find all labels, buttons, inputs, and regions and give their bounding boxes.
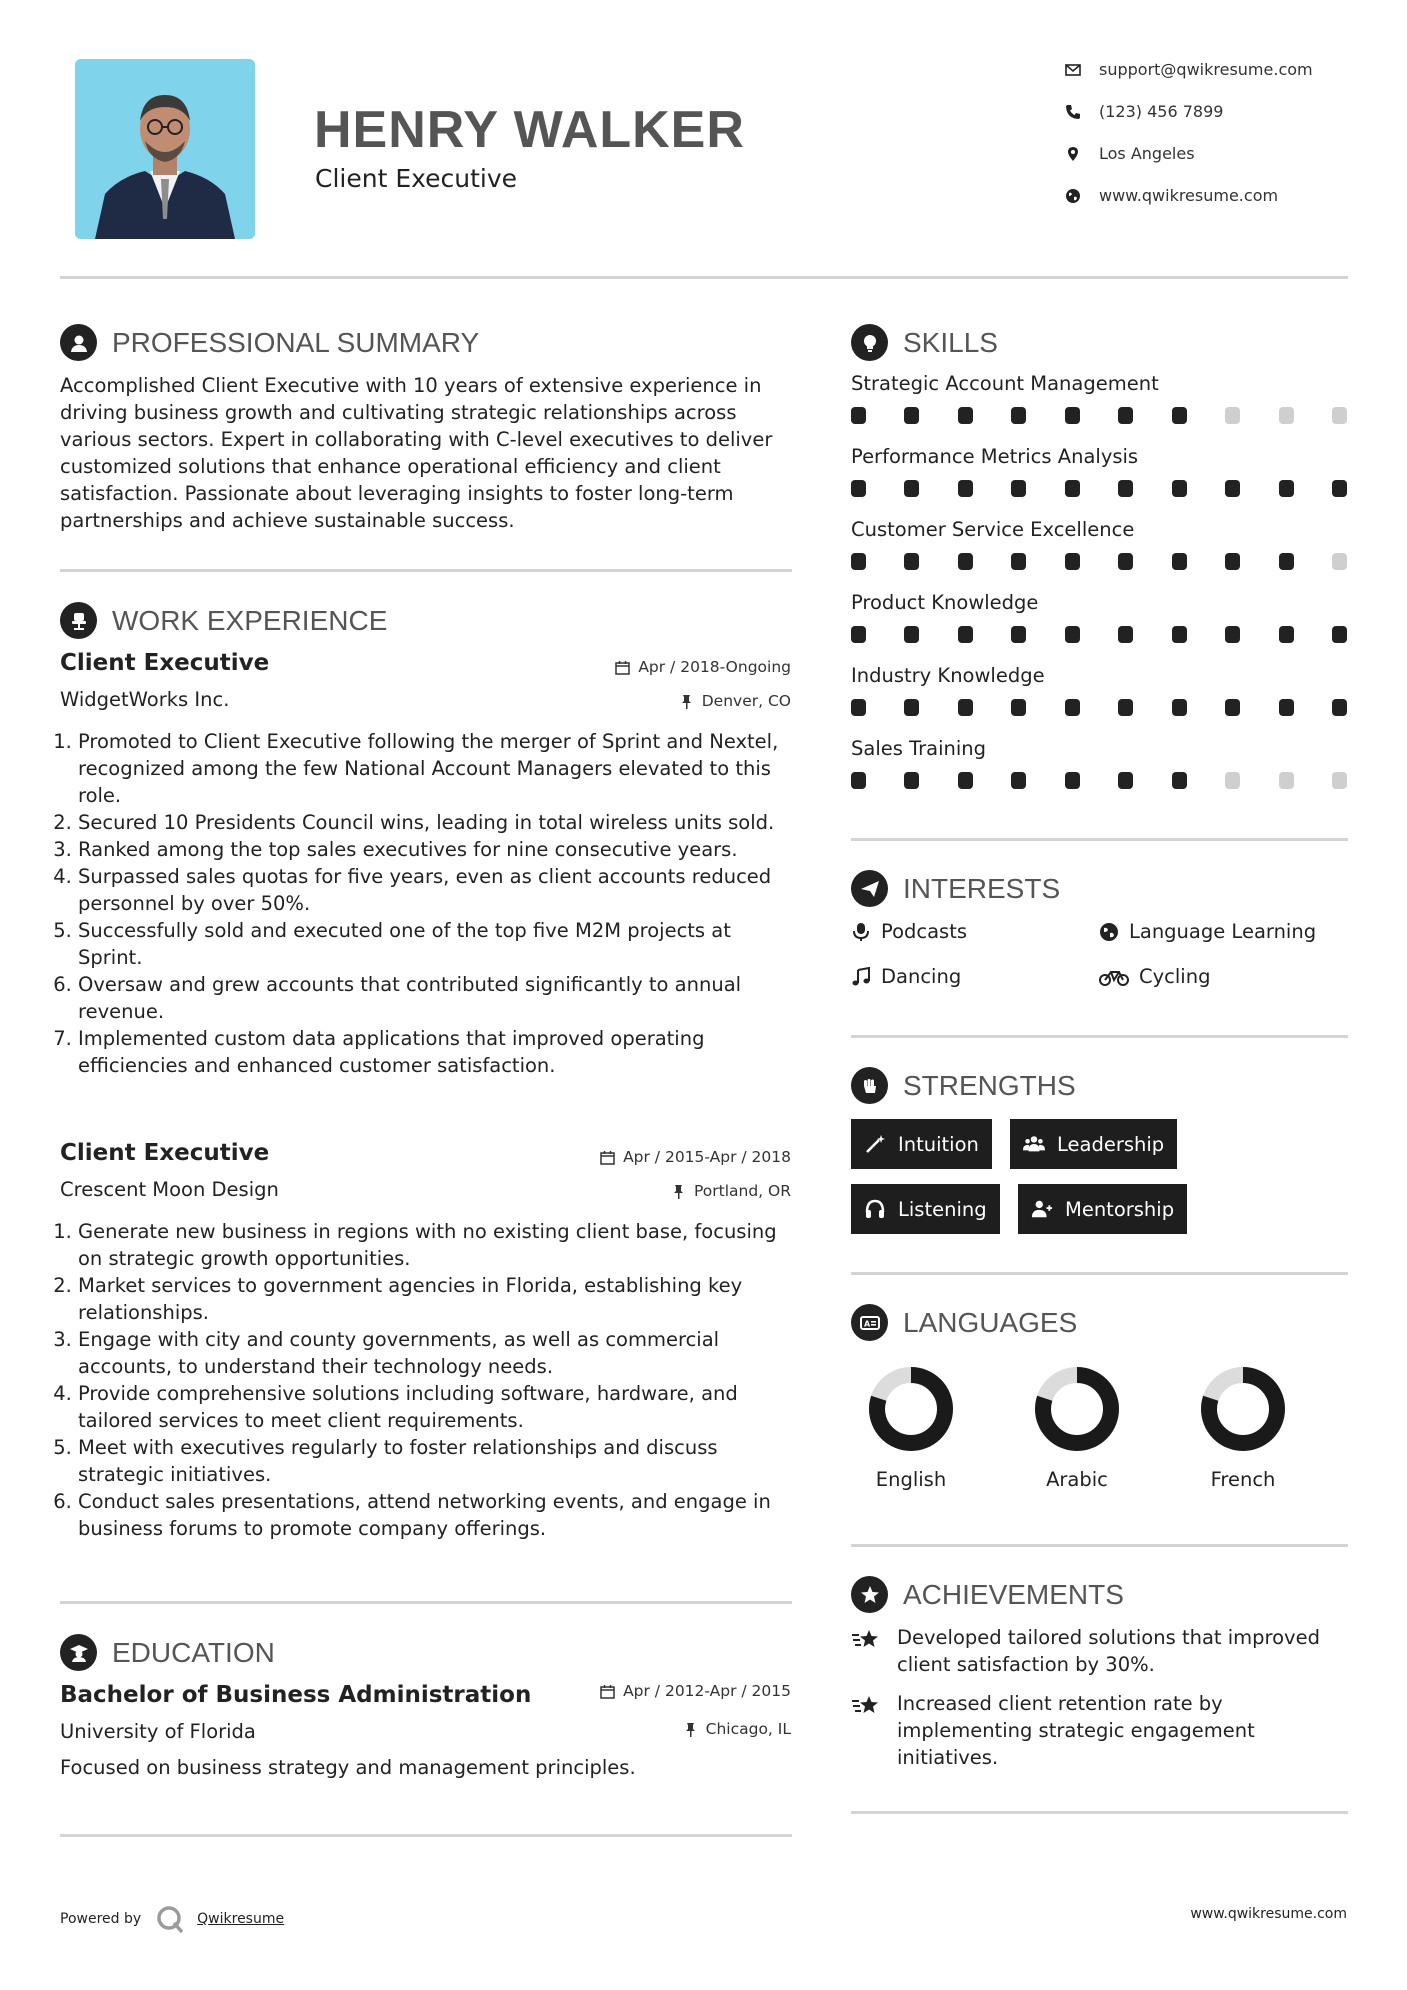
strengths-title: STRENGTHS — [903, 1069, 1076, 1101]
skill-dot-filled — [1065, 553, 1080, 570]
skill-dot-filled — [1065, 772, 1080, 789]
job-2-location-text: Portland, OR — [693, 1182, 791, 1200]
education-date-text: Apr / 2012-Apr / 2015 — [623, 1682, 791, 1700]
interest-label: Podcasts — [881, 920, 968, 943]
skill-dot-filled — [1011, 480, 1026, 497]
skill-dot-filled — [958, 553, 973, 570]
education-heading — [60, 1634, 275, 1671]
skill-dot-filled — [1118, 772, 1133, 789]
skill-dot-filled — [1118, 626, 1133, 643]
job-1-responsibilities — [60, 728, 796, 1079]
summary-divider — [60, 569, 792, 572]
skill-dot-filled — [851, 553, 866, 570]
skill-dot-filled — [1118, 553, 1133, 570]
candidate-name: HENRY WALKER — [314, 101, 745, 159]
language-proficiency-ring — [851, 1362, 971, 1456]
strength-tag-intuition — [851, 1119, 992, 1169]
skill-rating — [851, 407, 1347, 424]
skill-row — [851, 518, 1347, 591]
headphones-icon — [864, 1198, 886, 1220]
language-label: French — [1210, 1468, 1276, 1491]
job-2-title: Client Executive — [60, 1140, 270, 1166]
interest-language-learning — [1099, 920, 1316, 943]
list-item: 3. Ranked among the top sales executives for nine consecutive years. — [78, 836, 796, 863]
skills-heading — [851, 324, 998, 361]
skill-dot-empty — [1279, 772, 1294, 789]
skill-name: Performance Metrics Analysis — [851, 445, 1139, 468]
achievements-title: ACHIEVEMENTS — [903, 1578, 1124, 1610]
skill-dot-filled — [1065, 407, 1080, 424]
skill-dot-filled — [1118, 480, 1133, 497]
header-divider — [60, 276, 1348, 279]
list-item: 5. Meet with executives regularly to foster relationships and discuss strategic initiatives. — [78, 1434, 796, 1488]
languages-divider — [851, 1544, 1348, 1547]
job-1-date — [615, 658, 791, 676]
users-icon — [1023, 1133, 1045, 1155]
skill-name: Strategic Account Management — [851, 372, 1159, 395]
skill-dot-filled — [1172, 407, 1187, 424]
skill-dot-filled — [958, 699, 973, 716]
language-proficiency-ring — [1183, 1362, 1303, 1456]
star-badge-icon — [851, 1576, 888, 1613]
powered-by-text: Powered by — [60, 1911, 142, 1927]
job-2-bullet-list — [60, 1218, 796, 1542]
contact-phone[interactable] — [1065, 102, 1223, 121]
summary-heading — [60, 324, 479, 361]
paper-plane-icon — [851, 870, 888, 907]
globe-icon — [1099, 922, 1119, 942]
interests-title: INTERESTS — [903, 872, 1061, 904]
skill-dot-filled — [1172, 480, 1187, 497]
language-item — [851, 1362, 971, 1491]
skill-row — [851, 445, 1347, 518]
skills-title: SKILLS — [903, 326, 998, 358]
skill-dot-filled — [1279, 626, 1294, 643]
list-item: 3. Engage with city and county governments, as well as commercial accounts, to understand their technology needs. — [78, 1326, 796, 1380]
skill-dot-filled — [1011, 626, 1026, 643]
job-2-company: Crescent Moon Design — [60, 1178, 279, 1201]
skill-dot-filled — [1172, 626, 1187, 643]
map-marker-icon — [1065, 146, 1081, 162]
pin-icon — [671, 1184, 686, 1199]
skill-dot-filled — [1279, 699, 1294, 716]
skill-dot-filled — [1172, 553, 1187, 570]
skill-dot-empty — [1332, 772, 1347, 789]
calendar-icon — [600, 1684, 615, 1699]
skill-dot-empty — [1332, 553, 1347, 570]
contact-website[interactable] — [1065, 186, 1278, 205]
list-item: 1. Generate new business in regions with no existing client base, focusing on strategic growth opportunities. — [78, 1218, 796, 1272]
bicycle-icon — [1099, 967, 1129, 987]
contact-location — [1065, 144, 1195, 163]
lightbulb-icon — [851, 324, 888, 361]
list-item: 1. Promoted to Client Executive following the merger of Sprint and Nextel, recognized among the few National Account Managers elevated to this role. — [78, 728, 796, 809]
job-2-location — [671, 1182, 791, 1200]
job-1-location — [679, 692, 791, 710]
shooting-star-icon — [851, 1626, 883, 1654]
skills-divider — [851, 838, 1348, 841]
skill-rating — [851, 480, 1347, 497]
skill-name: Product Knowledge — [851, 591, 1039, 614]
office-chair-icon — [60, 602, 97, 639]
job-1-company: WidgetWorks Inc. — [60, 688, 230, 711]
skill-dot-filled — [1332, 626, 1347, 643]
skill-dot-filled — [851, 407, 866, 424]
experience-divider — [60, 1601, 792, 1604]
education-school: University of Florida — [60, 1720, 256, 1743]
strength-label: Leadership — [1057, 1132, 1165, 1156]
footer-website-link[interactable]: www.qwikresume.com — [1190, 1906, 1347, 1922]
contact-location-text: Los Angeles — [1099, 144, 1195, 163]
user-circle-icon — [60, 324, 97, 361]
envelope-icon — [1065, 62, 1081, 78]
strength-tag-listening — [851, 1184, 1000, 1234]
skill-row — [851, 664, 1347, 737]
interest-label: Dancing — [881, 965, 962, 988]
experience-title: WORK EXPERIENCE — [112, 604, 388, 636]
interests-divider — [851, 1035, 1348, 1038]
magic-wand-icon — [864, 1133, 886, 1155]
contact-website-text: www.qwikresume.com — [1099, 186, 1279, 205]
skill-dot-filled — [958, 407, 973, 424]
svg-text:A: A — [863, 1319, 870, 1328]
skill-dot-filled — [958, 480, 973, 497]
calendar-icon — [600, 1150, 615, 1165]
skill-name: Sales Training — [851, 737, 987, 760]
job-1-title: Client Executive — [60, 650, 270, 676]
calendar-icon — [615, 660, 630, 675]
skill-dot-filled — [851, 699, 866, 716]
skill-dot-filled — [1279, 480, 1294, 497]
languages-title: LANGUAGES — [903, 1306, 1078, 1338]
skill-dot-filled — [904, 553, 919, 570]
footer-powered-by — [60, 1904, 284, 1934]
language-card-icon — [851, 1304, 888, 1341]
skill-dot-filled — [958, 626, 973, 643]
job-1-location-text: Denver, CO — [701, 692, 791, 710]
skill-dot-filled — [1065, 699, 1080, 716]
skill-dot-filled — [904, 407, 919, 424]
music-note-icon — [851, 967, 871, 987]
interests-heading — [851, 870, 1060, 907]
shooting-star-icon — [851, 1692, 883, 1720]
skill-dot-filled — [1011, 699, 1026, 716]
skill-dot-empty — [1225, 407, 1240, 424]
interest-podcasts — [851, 920, 967, 943]
language-item — [1183, 1362, 1303, 1491]
list-item: 6. Conduct sales presentations, attend networking events, and engage in business forums to promote company offerings. — [78, 1488, 796, 1542]
summary-text: Accomplished Client Executive with 10 years of extensive experience in driving business growth and cultivating strategic relationships across various sectors. Expert in collaborating with C-level executives to deliver customized solutions that enhance operational efficiency and client satisfaction. Passionate about leveraging insights to foster long-term partnerships and achieve sustainable success. — [60, 374, 773, 532]
job-2-responsibilities — [60, 1218, 796, 1542]
skills-list — [851, 372, 1347, 810]
skill-rating — [851, 772, 1347, 789]
achievements-heading — [851, 1576, 1124, 1613]
candidate-title: Client Executive — [315, 164, 518, 193]
achievement-text: Developed tailored solutions that improved client satisfaction by 30%. — [897, 1626, 1320, 1676]
language-label: English — [875, 1468, 947, 1491]
summary-title: PROFESSIONAL SUMMARY — [112, 326, 480, 358]
skill-dot-filled — [1279, 553, 1294, 570]
skill-dot-filled — [958, 772, 973, 789]
achievements-divider — [851, 1811, 1348, 1814]
achievement-item — [851, 1690, 1348, 1771]
skill-name: Customer Service Excellence — [851, 518, 1135, 541]
skill-dot-filled — [1118, 699, 1133, 716]
contact-email-text: support@qwikresume.com — [1099, 60, 1313, 79]
strength-tag-mentorship — [1018, 1184, 1187, 1234]
skill-dot-empty — [1279, 407, 1294, 424]
job-1-bullet-list — [60, 728, 796, 1079]
language-label: Arabic — [1046, 1468, 1108, 1491]
experience-heading — [60, 602, 387, 639]
achievement-text: Increased client retention rate by implementing strategic engagement initiatives. — [897, 1692, 1255, 1769]
skill-dot-filled — [1011, 772, 1026, 789]
languages-heading — [851, 1304, 1077, 1341]
list-item: 7. Implemented custom data applications that improved operating efficiencies and enhanced customer satisfaction. — [78, 1025, 796, 1079]
strengths-heading — [851, 1067, 1076, 1104]
list-item: 4. Provide comprehensive solutions including software, hardware, and tailored services to meet client requirements. — [78, 1380, 796, 1434]
education-divider — [60, 1834, 792, 1837]
skill-dot-filled — [1225, 480, 1240, 497]
interest-label: Language Learning — [1129, 920, 1317, 943]
skill-rating — [851, 553, 1347, 570]
skill-row — [851, 372, 1347, 445]
skill-dot-filled — [851, 480, 866, 497]
education-date — [600, 1682, 791, 1700]
skill-dot-filled — [1011, 553, 1026, 570]
qwikresume-logo-icon — [155, 1904, 185, 1934]
strength-tag-leadership — [1010, 1119, 1177, 1169]
interest-dancing — [851, 965, 961, 988]
job-2-date — [600, 1148, 791, 1166]
skill-dot-filled — [1225, 626, 1240, 643]
contact-phone-text: (123) 456 7899 — [1099, 102, 1224, 121]
skill-dot-filled — [1332, 699, 1347, 716]
skill-dot-filled — [851, 626, 866, 643]
language-item — [1017, 1362, 1137, 1491]
skill-dot-filled — [1011, 407, 1026, 424]
skill-dot-empty — [1332, 407, 1347, 424]
interest-cycling — [1099, 965, 1210, 988]
list-item: 6. Oversaw and grew accounts that contributed significantly to annual revenue. — [78, 971, 796, 1025]
skill-dot-filled — [904, 699, 919, 716]
avatar — [75, 59, 255, 239]
strength-label: Listening — [898, 1197, 987, 1221]
pin-icon — [679, 694, 694, 709]
job-2-date-text: Apr / 2015-Apr / 2018 — [623, 1148, 791, 1166]
qwikresume-link[interactable]: Qwikresume — [197, 1911, 285, 1927]
list-item: 4. Surpassed sales quotas for five years, even as client accounts reduced personnel by over 50%. — [78, 863, 796, 917]
language-proficiency-ring — [1017, 1362, 1137, 1456]
profile-photo — [75, 59, 255, 239]
skill-row — [851, 737, 1347, 810]
skill-dot-filled — [904, 480, 919, 497]
skill-row — [851, 591, 1347, 664]
skill-dot-filled — [851, 772, 866, 789]
education-location — [683, 1720, 791, 1738]
education-degree: Bachelor of Business Administration — [60, 1682, 532, 1708]
skill-dot-filled — [1225, 553, 1240, 570]
phone-icon — [1065, 104, 1081, 120]
skill-dot-filled — [904, 626, 919, 643]
skill-dot-filled — [1065, 626, 1080, 643]
skill-dot-filled — [1332, 480, 1347, 497]
microphone-icon — [851, 922, 871, 942]
user-plus-icon — [1031, 1198, 1053, 1220]
skill-name: Industry Knowledge — [851, 664, 1045, 687]
strength-label: Mentorship — [1065, 1197, 1175, 1221]
education-title: EDUCATION — [112, 1636, 275, 1668]
skill-dot-filled — [1172, 699, 1187, 716]
skill-dot-filled — [1065, 480, 1080, 497]
skill-dot-filled — [1225, 699, 1240, 716]
job-1-date-text: Apr / 2018-Ongoing — [638, 658, 791, 676]
achievement-item — [851, 1624, 1348, 1678]
skill-dot-filled — [1118, 407, 1133, 424]
list-item: 2. Market services to government agencies in Florida, establishing key relationships. — [78, 1272, 796, 1326]
strengths-divider — [851, 1272, 1348, 1275]
skill-dot-empty — [1225, 772, 1240, 789]
list-item: 2. Secured 10 Presidents Council wins, leading in total wireless units sold. — [78, 809, 796, 836]
interest-label: Cycling — [1139, 965, 1211, 988]
list-item: 5. Successfully sold and executed one of the top five M2M projects at Sprint. — [78, 917, 796, 971]
graduate-icon — [60, 1634, 97, 1671]
strength-label: Intuition — [898, 1132, 979, 1156]
education-description: Focused on business strategy and management principles. — [60, 1756, 636, 1779]
education-location-text: Chicago, IL — [705, 1720, 791, 1738]
contact-email[interactable] — [1065, 60, 1313, 79]
skill-dot-filled — [1172, 772, 1187, 789]
skill-rating — [851, 699, 1347, 716]
globe-icon — [1065, 188, 1081, 204]
skill-dot-filled — [904, 772, 919, 789]
fist-icon — [851, 1067, 888, 1104]
pin-icon — [683, 1722, 698, 1737]
skill-rating — [851, 626, 1347, 643]
